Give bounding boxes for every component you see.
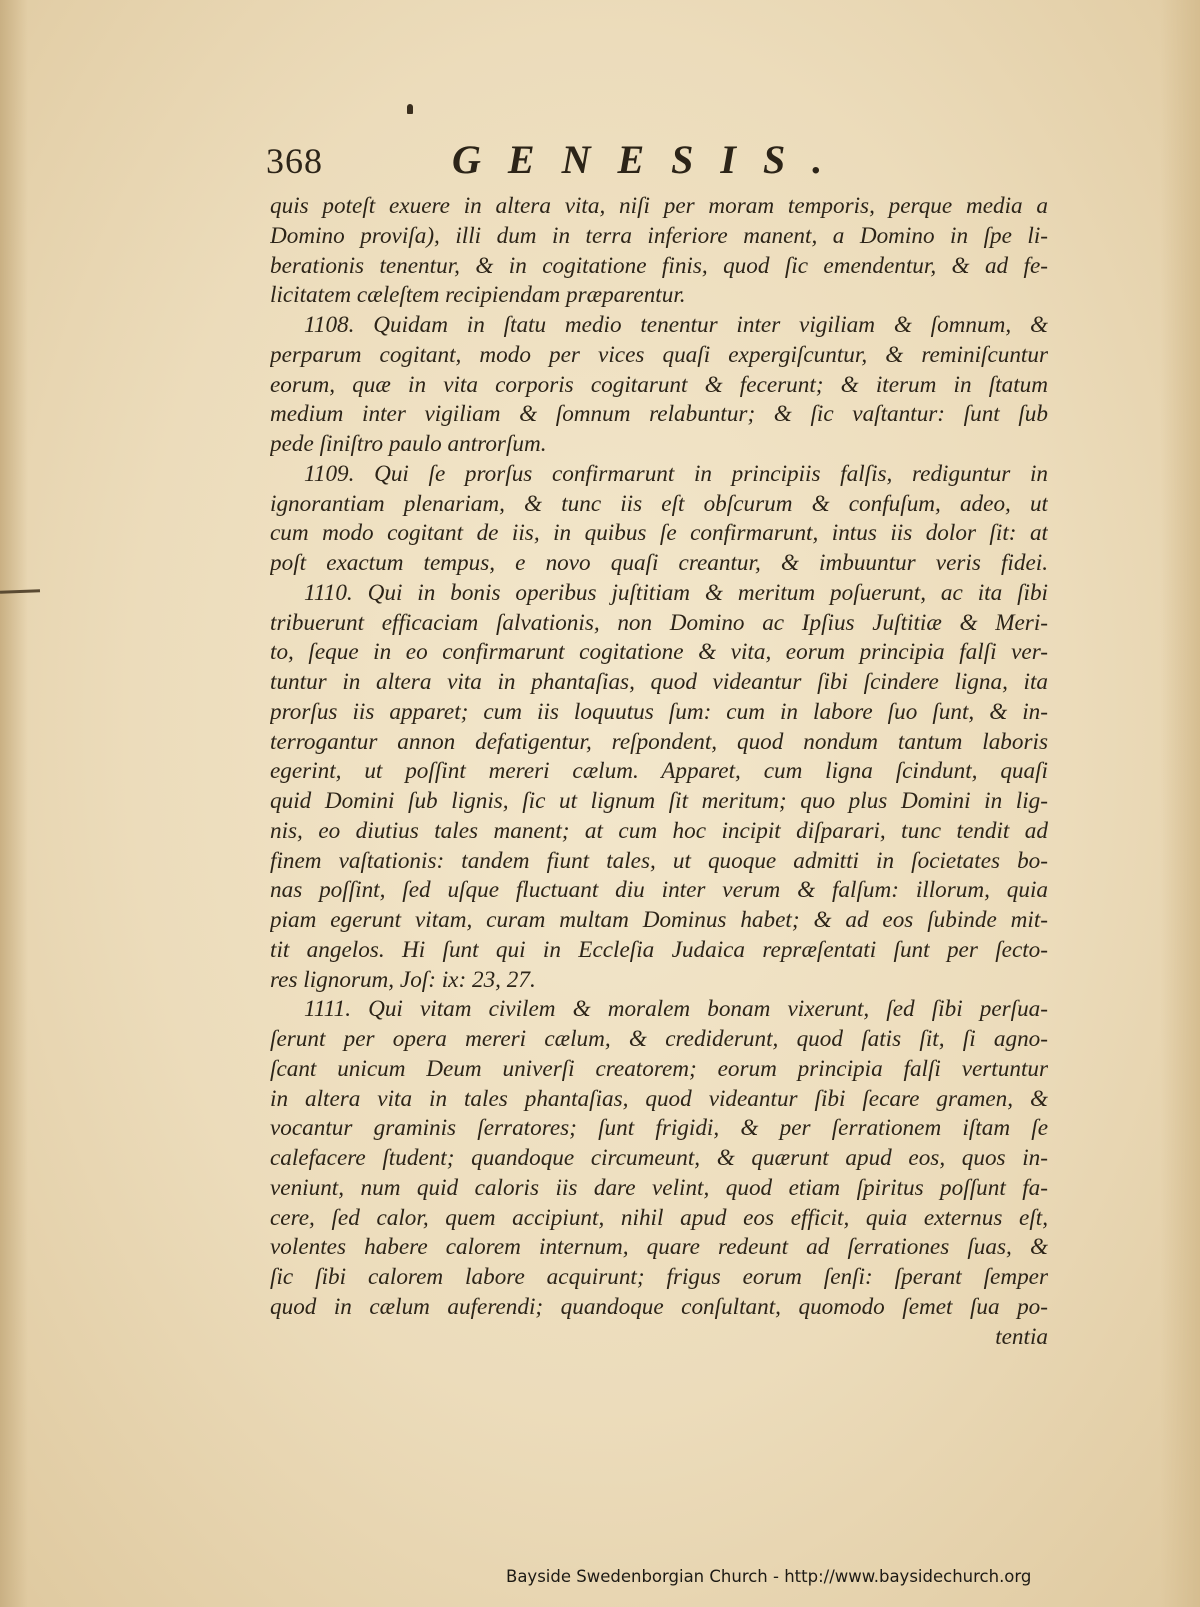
text-line: tuntur in altera vita in phantaſias, quod videantur ſibi ſcindere ligna, ita (270, 669, 1048, 695)
text-line: cere, ſed calor, quem accipiunt, nihil apud eos efficit, quia externus eſt, (270, 1204, 1048, 1231)
paragraph-start-1110: 1110. Qui in bonis operibus juſtitiam & meritum poſuerunt, ac ita ſibi (304, 579, 1048, 606)
text-line: cum modo cogitant de iis, in quibus ſe confirmarunt, intus iis dolor ſit: at (270, 520, 1048, 547)
text-line: prorſus iis apparet; cum iis loquutus ſum: cum in labore ſuo ſunt, & in- (270, 698, 1048, 725)
text-line: poſt exactum tempus, e novo quaſi creantur, & imbuuntur veris fidei. (270, 550, 1048, 576)
text-line: terrogantur annon defatigentur, reſpondent, quod nondum tantum laboris (270, 728, 1048, 755)
text-line: vocantur graminis ſerratores; ſunt frigidi, & per ſerrationem iſtam ſe (270, 1115, 1048, 1142)
text-line: medium inter vigiliam & ſomnum relabuntur; & ſic vaſtantur: ſunt ſub (270, 401, 1048, 428)
text-line: in altera vita in tales phantaſias, quod videantur ſibi ſecare gramen, & (270, 1085, 1048, 1112)
text-line: ſcant unicum Deum univerſi creatorem; eorum principia falſi vertuntur (270, 1055, 1048, 1082)
text-line: Domino proviſa), illi dum in terra inferiore manent, a Domino in ſpe li- (270, 222, 1048, 249)
text-line: licitatem cæleſtem recipiendam præparentur. (270, 282, 686, 309)
text-line: nas poſſint, ſed uſque fluctuant diu inter verum & falſum: illorum, quia (270, 877, 1048, 904)
text-line: egerint, ut poſſint mereri cælum. Apparet, cum ligna ſcindunt, quaſi (270, 758, 1048, 785)
body-text (270, 192, 1048, 1352)
text-line: ſerunt per opera mereri cælum, & crediderunt, quod ſatis ſit, ſi agno- (270, 1026, 1048, 1052)
text-line: quid Domini ſub lignis, ſic ut lignum ſit meritum; quo plus Domini in lig- (270, 788, 1048, 814)
text-line: quod in cælum auferendi; quandoque conſultant, quomodo ſemet ſua po- (270, 1293, 1048, 1320)
text-line: tribuerunt efficaciam ſalvationis, non Domino ac Ipſius Juſtitiæ & Meri- (270, 609, 1048, 636)
text-line: piam egerunt vitam, curam multam Dominus habet; & ad eos ſubinde mit- (270, 907, 1048, 933)
ink-speck (407, 104, 413, 114)
text-line: pede ſiniſtro paulo antrorſum. (270, 431, 547, 457)
paragraph-start-1109: 1109. Qui ſe prorſus confirmarunt in principiis falſis, rediguntur in (304, 460, 1048, 487)
text-line: finem vaſtationis: tandem fiunt tales, ut quoque admitti in ſocietates bo- (270, 847, 1048, 874)
text-line: eorum, quæ in vita corporis cogitarunt & fecerunt; & iterum in ſtatum (270, 371, 1048, 398)
text-line: res lignorum, Joſ: ix: 23, 27. (270, 966, 536, 993)
page-edge-shadow-left (0, 0, 28, 1607)
text-line: tit angelos. Hi ſunt qui in Eccleſia Judaica repræſentati ſunt per ſecto- (270, 936, 1048, 963)
text-line: calefacere ſtudent; quandoque circumeunt, & quærunt apud eos, quos in- (270, 1145, 1048, 1171)
text-line: ignorantiam plenariam, & tunc iis eſt obſcurum & confuſum, adeo, ut (270, 490, 1048, 517)
text-line: berationis tenentur, & in cogitatione finis, quod ſic emendentur, & ad fe- (270, 252, 1048, 279)
page-header (266, 136, 1046, 186)
text-line: ſic ſibi calorem labore acquirunt; frigus eorum ſenſi: ſperant ſemper (270, 1264, 1048, 1290)
text-line: volentes habere calorem internum, quare redeunt ad ſerrationes ſuas, & (270, 1234, 1048, 1261)
footer-credit: Bayside Swedenborgian Church - http://www.baysidechurch.org (506, 1567, 1032, 1586)
paragraph-start-1108: 1108. Quidam in ſtatu medio tenentur inter vigiliam & ſomnum, & (304, 312, 1048, 338)
page-number: 368 (266, 141, 323, 181)
text-line: quis poteſt exuere in altera vita, niſi per moram temporis, perque media a (270, 193, 1048, 219)
running-title: GENESIS. (452, 137, 850, 182)
page-edge-shadow-right (1160, 0, 1200, 1607)
text-line: veniunt, num quid caloris iis dare velint, quod etiam ſpiritus poſſunt fa- (270, 1174, 1048, 1201)
text-line: perparum cogitant, modo per vices quaſi expergiſcuntur, & reminiſcuntur (270, 341, 1048, 368)
catchword: tentia (995, 1323, 1048, 1350)
text-line: nis, eo diutius tales manent; at cum hoc incipit diſparari, tunc tendit ad (270, 817, 1048, 844)
text-line: to, ſeque in eo confirmarunt cogitatione & vita, eorum principia falſi ver- (270, 639, 1048, 666)
paragraph-start-1111: 1111. Qui vitam civilem & moralem bonam vixerunt, ſed ſibi perſua- (304, 996, 1048, 1023)
